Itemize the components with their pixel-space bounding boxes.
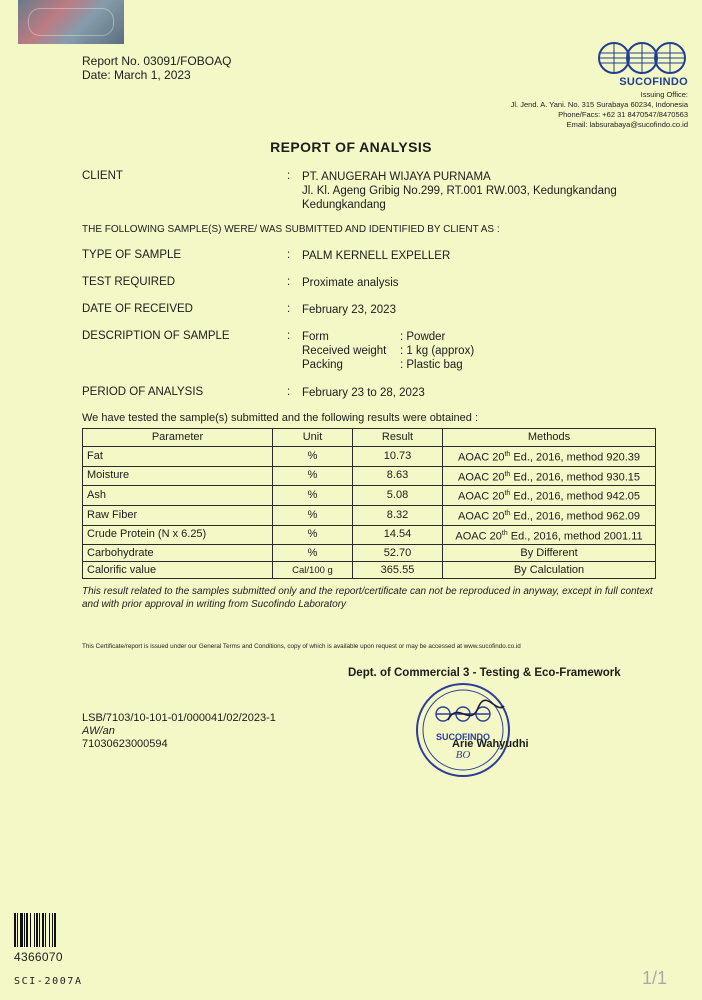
- cell-unit: %: [273, 466, 353, 486]
- barcode-bar: [14, 913, 16, 947]
- client-address-1: Jl. Kl. Ageng Gribig No.299, RT.001 RW.003, Kedungkandang: [302, 185, 617, 197]
- table-row: [83, 447, 656, 467]
- header-methods: Methods: [443, 429, 656, 447]
- cell-result: 10.73: [353, 447, 443, 467]
- reference-codes: [82, 712, 276, 751]
- cell-result: 8.63: [353, 466, 443, 486]
- form-code: SCI-2007A: [14, 976, 83, 987]
- cell-unit: %: [273, 525, 353, 545]
- cell-unit: %: [273, 486, 353, 506]
- hologram-sticker: [18, 0, 124, 44]
- issuing-office: [511, 90, 688, 130]
- cell-unit: %: [273, 447, 353, 467]
- barcode-bar: [36, 913, 38, 947]
- page-title: REPORT OF ANALYSIS: [270, 139, 432, 155]
- barcode-bar: [45, 913, 46, 947]
- table-row: [83, 525, 656, 545]
- table-row: [83, 545, 656, 562]
- header-parameter: Parameter: [83, 429, 273, 447]
- barcode-number: 4366070: [14, 950, 63, 964]
- table-row: [83, 466, 656, 486]
- cell-parameter: Raw Fiber: [83, 505, 273, 525]
- report-date: Date: March 1, 2023: [82, 68, 191, 82]
- stamp-code: BO: [455, 749, 471, 761]
- office-address: Jl. Jend. A. Yani. No. 315 Surabaya 60234, Indonesia: [510, 100, 688, 109]
- page-number: 1/1: [642, 968, 668, 988]
- cell-parameter: Calorific value: [83, 562, 273, 579]
- client-address-2: Kedungkandang: [302, 199, 386, 211]
- desc-value-form: : Powder: [400, 331, 446, 343]
- cell-method: AOAC 20th Ed., 2016, method 930.15: [443, 466, 656, 486]
- description-values: [400, 330, 474, 372]
- period-colon: :: [287, 386, 291, 398]
- desc-key-weight: Received weight: [302, 345, 387, 357]
- test-label: TEST REQUIRED: [82, 276, 176, 288]
- cell-parameter: Ash: [83, 486, 273, 506]
- barcode-bar: [39, 913, 40, 947]
- terms-text: This Certificate/report is issued under our General Terms and Conditions, copy of which is available upon request or may be accessed at www.sucofindo.co.id: [82, 643, 521, 650]
- description-label: DESCRIPTION OF SAMPLE: [82, 330, 230, 342]
- ref-line-3: 71030623000594: [82, 738, 168, 750]
- cell-result: 365.55: [353, 562, 443, 579]
- client-label: CLIENT: [82, 170, 123, 182]
- report-number: Report No. 03091/FOBOAQ: [82, 54, 232, 68]
- client-details: [302, 170, 617, 212]
- header-result: Result: [353, 429, 443, 447]
- office-phone: Phone/Facs: +62 31 8470547/8470563: [558, 110, 688, 119]
- received-colon: :: [287, 303, 291, 315]
- received-value: February 23, 2023: [302, 304, 396, 316]
- description-colon: :: [287, 330, 291, 342]
- stamp-name: SUCOFINDO: [436, 732, 490, 742]
- barcode-bar: [42, 913, 44, 947]
- period-value: February 23 to 28, 2023: [302, 387, 425, 399]
- barcode-bar: [26, 913, 28, 947]
- type-colon: :: [287, 249, 291, 261]
- cell-unit: Cal/100 g: [273, 562, 353, 579]
- barcode-bar: [17, 913, 18, 947]
- ref-line-1: LSB/7103/10-101-01/000041/02/2023-1: [82, 712, 276, 724]
- cell-parameter: Fat: [83, 447, 273, 467]
- signer-name: Arie Wahyudhi: [452, 738, 529, 750]
- cell-unit: %: [273, 505, 353, 525]
- barcode: [14, 913, 74, 947]
- table-row: [83, 505, 656, 525]
- barcode-bar: [54, 913, 56, 947]
- description-keys: [302, 330, 386, 372]
- barcode-bar: [49, 913, 50, 947]
- barcode-bar: [20, 913, 23, 947]
- results-header-row: [83, 429, 656, 447]
- department-name: Dept. of Commercial 3 - Testing & Eco-Framework: [348, 667, 621, 679]
- office-label: Issuing Office:: [640, 90, 688, 99]
- period-label: PERIOD OF ANALYSIS: [82, 386, 204, 398]
- table-row: [83, 486, 656, 506]
- cell-method: AOAC 20th Ed., 2016, method 962.09: [443, 505, 656, 525]
- cell-method: By Different: [443, 545, 656, 562]
- cell-result: 52.70: [353, 545, 443, 562]
- cell-unit: %: [273, 545, 353, 562]
- barcode-bar: [52, 913, 53, 947]
- sucofindo-logo: [560, 40, 688, 88]
- cell-result: 5.08: [353, 486, 443, 506]
- reproduction-note: This result related to the samples submitted only and the report/certificate can not be reproduced in anyway, except in full context and with prior approval in writing from Sucofindo Laboratory: [82, 586, 653, 610]
- cell-method: AOAC 20th Ed., 2016, method 920.39: [443, 447, 656, 467]
- desc-value-packing: : Plastic bag: [400, 359, 463, 371]
- results-body: [83, 447, 656, 579]
- desc-key-form: Form: [302, 331, 329, 343]
- submitted-statement: THE FOLLOWING SAMPLE(S) WERE/ WAS SUBMITTED AND IDENTIFIED BY CLIENT AS :: [82, 224, 500, 235]
- received-label: DATE OF RECEIVED: [82, 303, 193, 315]
- logo-name: SUCOFINDO: [619, 76, 688, 88]
- ref-line-2: AW/an: [82, 725, 115, 737]
- barcode-bar: [30, 913, 31, 947]
- cell-result: 14.54: [353, 525, 443, 545]
- cell-method: By Calculation: [443, 562, 656, 579]
- barcode-bar: [24, 913, 25, 947]
- client-name: PT. ANUGERAH WIJAYA PURNAMA: [302, 171, 491, 183]
- client-colon: :: [287, 170, 291, 182]
- barcode-bar: [34, 913, 35, 947]
- test-value: Proximate analysis: [302, 277, 399, 289]
- cell-parameter: Moisture: [83, 466, 273, 486]
- type-label: TYPE OF SAMPLE: [82, 249, 182, 261]
- test-colon: :: [287, 276, 291, 288]
- globe-logo-icon: [596, 40, 688, 76]
- header-unit: Unit: [273, 429, 353, 447]
- desc-key-packing: Packing: [302, 359, 343, 371]
- cell-result: 8.32: [353, 505, 443, 525]
- cell-method: AOAC 20th Ed., 2016, method 942.05: [443, 486, 656, 506]
- type-value: PALM KERNELL EXPELLER: [302, 250, 451, 262]
- table-row: [83, 562, 656, 579]
- report-header: [82, 54, 231, 82]
- desc-value-weight: : 1 kg (approx): [400, 345, 475, 357]
- cell-method: AOAC 20th Ed., 2016, method 2001.11: [443, 525, 656, 545]
- results-table: [82, 428, 656, 579]
- cell-parameter: Carbohydrate: [83, 545, 273, 562]
- tested-statement: We have tested the sample(s) submitted and the following results were obtained :: [82, 412, 479, 424]
- official-stamp: [408, 680, 518, 780]
- cell-parameter: Crude Protein (N x 6.25): [83, 525, 273, 545]
- office-email: Email: labsurabaya@sucofindo.co.id: [566, 120, 688, 129]
